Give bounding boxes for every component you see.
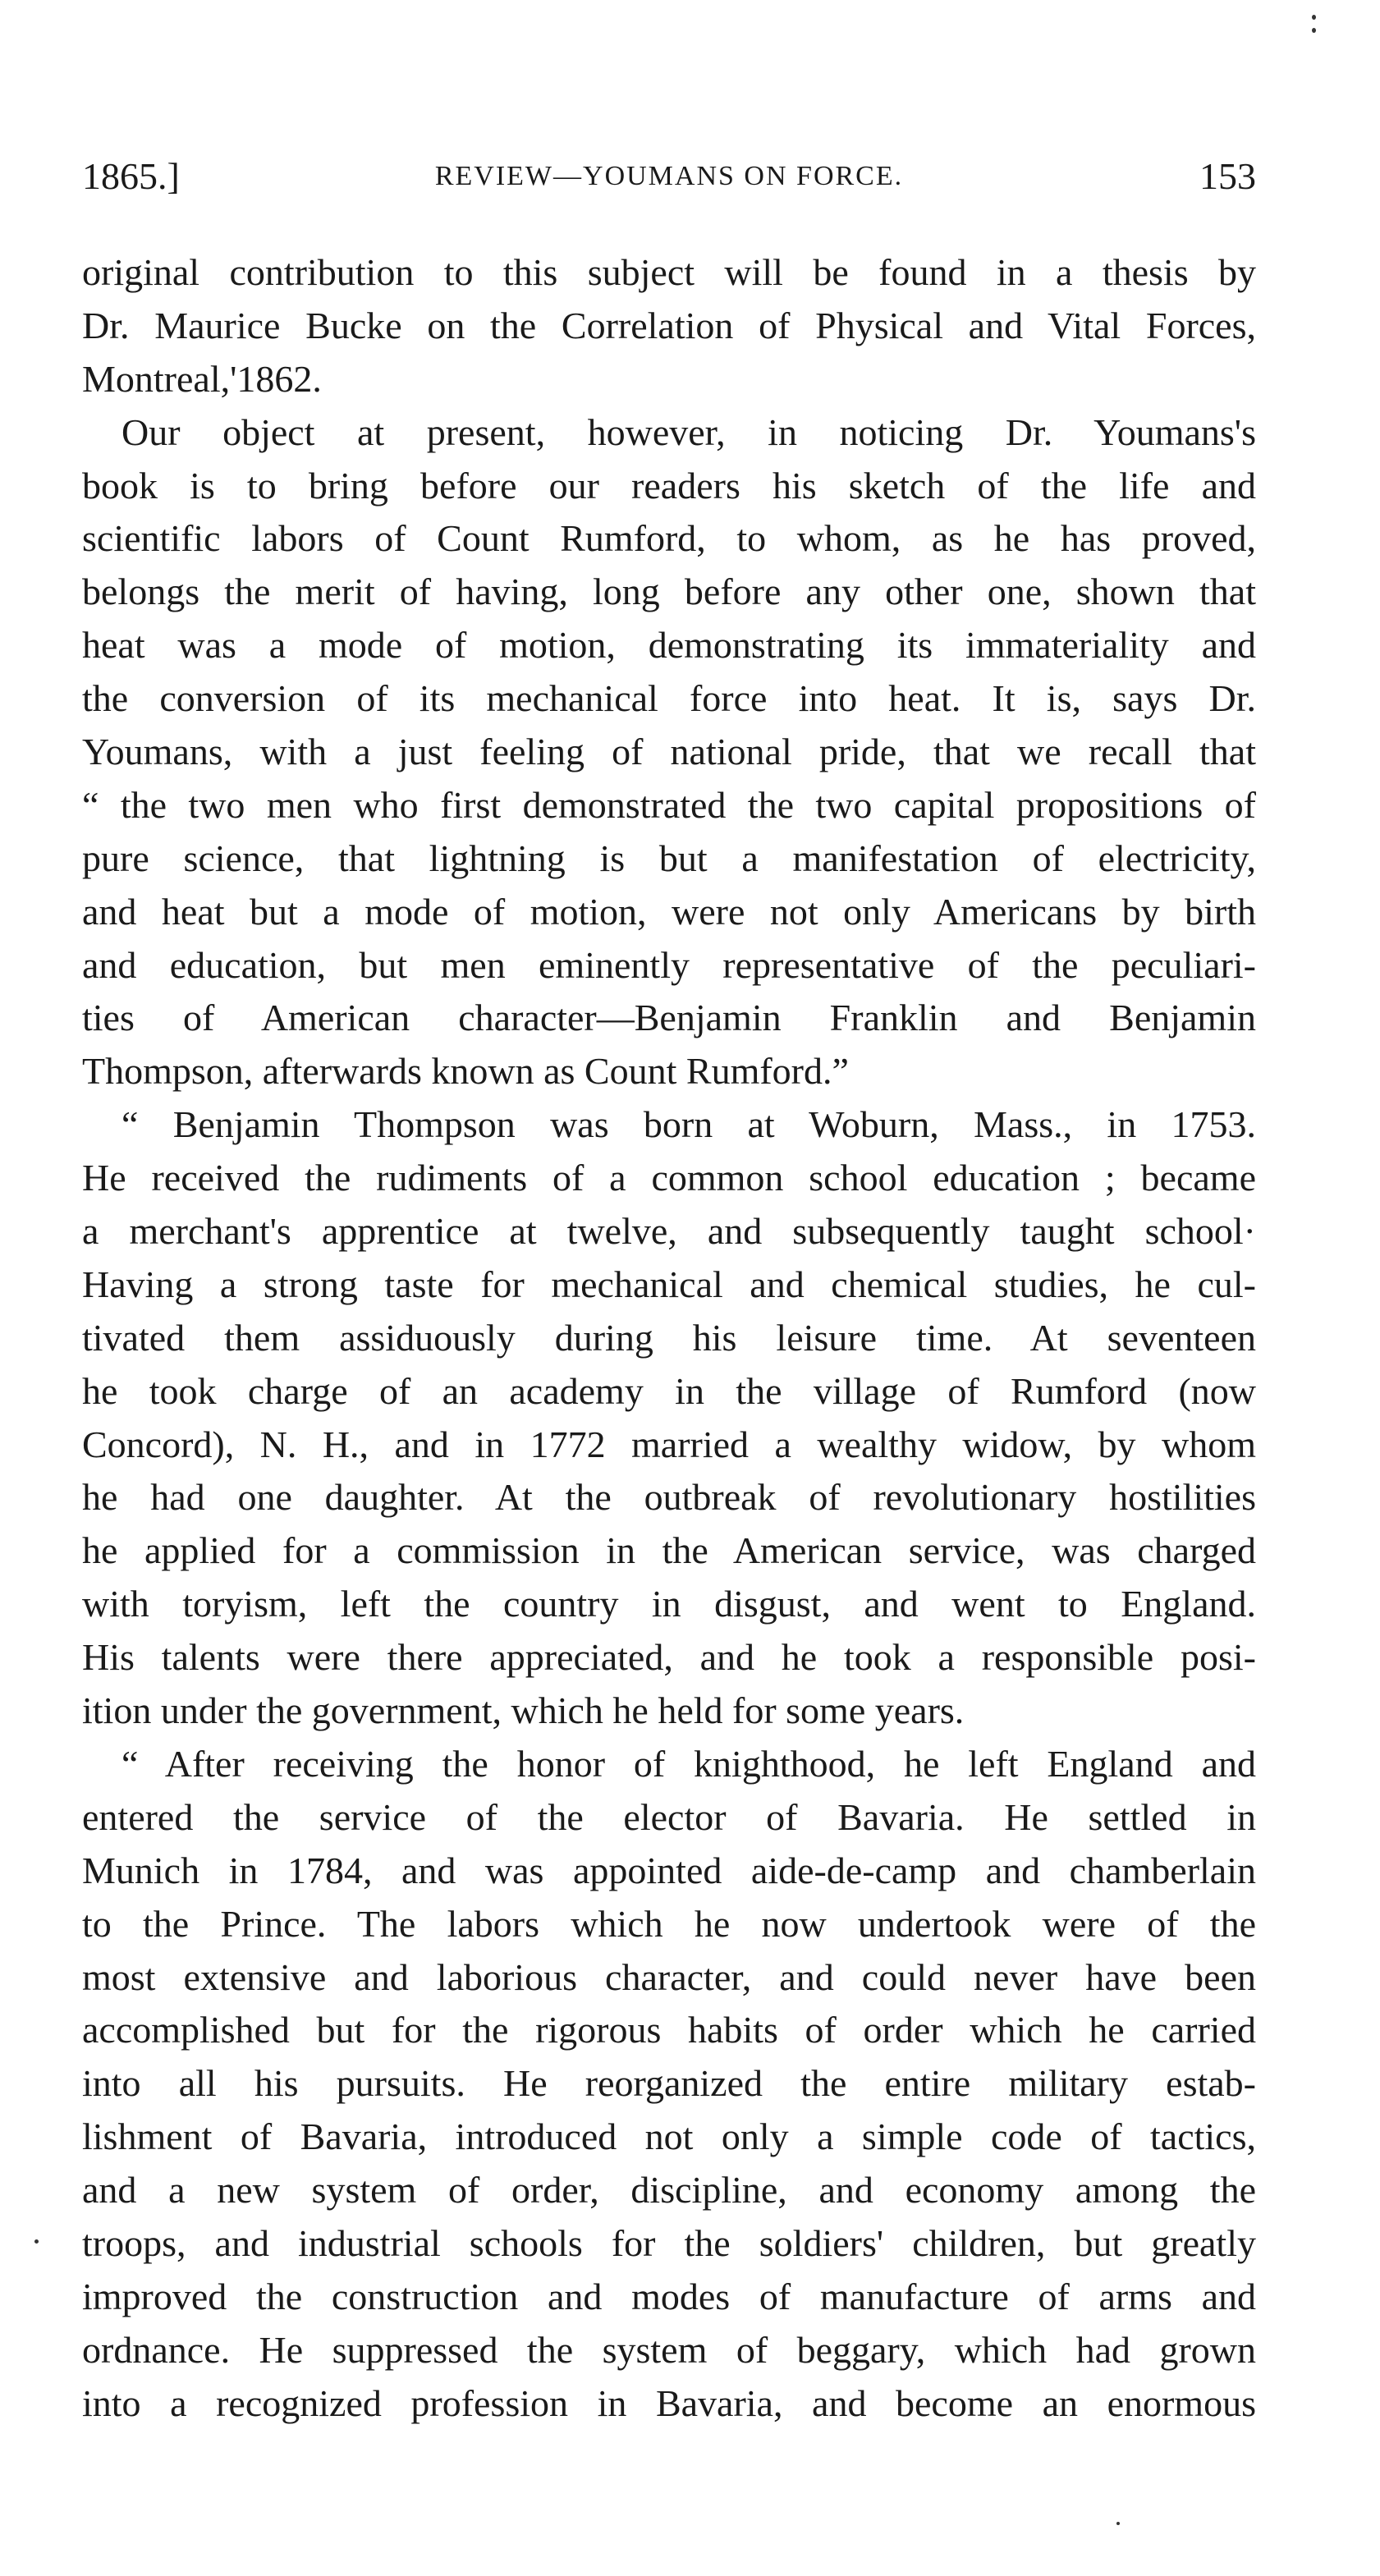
text-line: to the Prince. The labors which he now undertook were of the (82, 1902, 1256, 1945)
text-line: pure science, that lightning is but a manifestation of electricity, (82, 837, 1256, 879)
text-line: troops, and industrial schools for the soldiers' children, but greatly (82, 2221, 1256, 2264)
page-number: 153 (1199, 155, 1256, 197)
text-line: heat was a mode of motion, demonstrating its immateriality and (82, 624, 1256, 667)
text-line: ition under the government, which he held for some years. (82, 1689, 965, 1732)
text-line: Munich in 1784, and was appointed aide-de-camp and chamberlain (82, 1849, 1256, 1891)
body-text (82, 246, 1256, 2431)
text-line: belongs the merit of having, long before any other one, shown that (82, 571, 1256, 613)
text-line: Dr. Maurice Bucke on the Correlation of Physical and Vital Forces, (82, 304, 1256, 346)
header-year: 1865.] (82, 155, 180, 197)
text-line: ties of American character—Benjamin Franklin and Benjamin (82, 997, 1256, 1039)
text-line: a merchant's apprentice at twelve, and subsequently taught school· (82, 1210, 1256, 1253)
running-head (82, 152, 1256, 201)
text-line: into all his pursuits. He reorganized the entire military estab- (82, 2062, 1256, 2105)
text-line: he applied for a commission in the American service, was charged (82, 1529, 1256, 1572)
text-line: “ After receiving the honor of knighthood, he left England and (121, 1742, 1256, 1785)
text-line: accomplished but for the rigorous habits of order which he carried (82, 2009, 1256, 2051)
text-line: original contribution to this subject will be found in a thesis by (82, 251, 1256, 293)
text-line: “ the two men who first demonstrated the two capital propositions of (82, 783, 1256, 826)
text-line: most extensive and laborious character, and could never have been (82, 1955, 1256, 1998)
text-line: the conversion of its mechanical force into heat. It is, says Dr. (82, 677, 1256, 720)
text-line: Concord), N. H., and in 1772 married a wealthy widow, by whom (82, 1423, 1256, 1465)
text-line: Thompson, afterwards known as Count Rumford.” (82, 1050, 849, 1093)
margin-speck (1116, 2522, 1120, 2525)
text-line: book is to bring before our readers his sketch of the life and (82, 464, 1256, 506)
text-line: he took charge of an academy in the village of Rumford (now (82, 1369, 1256, 1412)
text-line: scientific labors of Count Rumford, to whom, as he has proved, (82, 517, 1256, 560)
text-line: tivated them assiduously during his leisure time. At seventeen (82, 1316, 1256, 1359)
margin-speck (1312, 28, 1316, 33)
text-line: improved the construction and modes of manufacture of arms and (82, 2275, 1256, 2317)
text-line: ordnance. He suppressed the system of beggary, which had grown (82, 2328, 1256, 2371)
text-line: Youmans, with a just feeling of national pride, that we recall that (82, 731, 1256, 773)
text-line: and education, but men eminently representative of the peculiari- (82, 943, 1256, 986)
text-line: into a recognized profession in Bavaria, and become an enormous (82, 2381, 1256, 2424)
text-line: “ Benjamin Thompson was born at Woburn, Mass., in 1753. (121, 1103, 1256, 1146)
text-line: entered the service of the elector of Bavaria. He settled in (82, 1795, 1256, 1838)
text-line: with toryism, left the country in disgust, and went to England. (82, 1583, 1256, 1625)
text-line: and heat but a mode of motion, were not only Americans by birth (82, 890, 1256, 933)
text-line: He received the rudiments of a common school education ; became (82, 1157, 1256, 1199)
margin-speck (1312, 15, 1316, 20)
text-line: Our object at present, however, in noticing Dr. Youmans's (121, 410, 1256, 453)
margin-speck (34, 2239, 39, 2244)
header-title: REVIEW—YOUMANS ON FORCE. (434, 161, 904, 191)
text-line: Montreal,'1862. (82, 357, 322, 400)
text-line: Having a strong taste for mechanical and chemical studies, he cul- (82, 1263, 1256, 1305)
text-line: lishment of Bavaria, introduced not only a simple code of tactics, (82, 2115, 1256, 2158)
text-line: he had one daughter. At the outbreak of revolutionary hostilities (82, 1476, 1256, 1519)
text-line: His talents were there appreciated, and he took a responsible posi- (82, 1636, 1256, 1679)
text-line: and a new system of order, discipline, and economy among the (82, 2169, 1256, 2212)
